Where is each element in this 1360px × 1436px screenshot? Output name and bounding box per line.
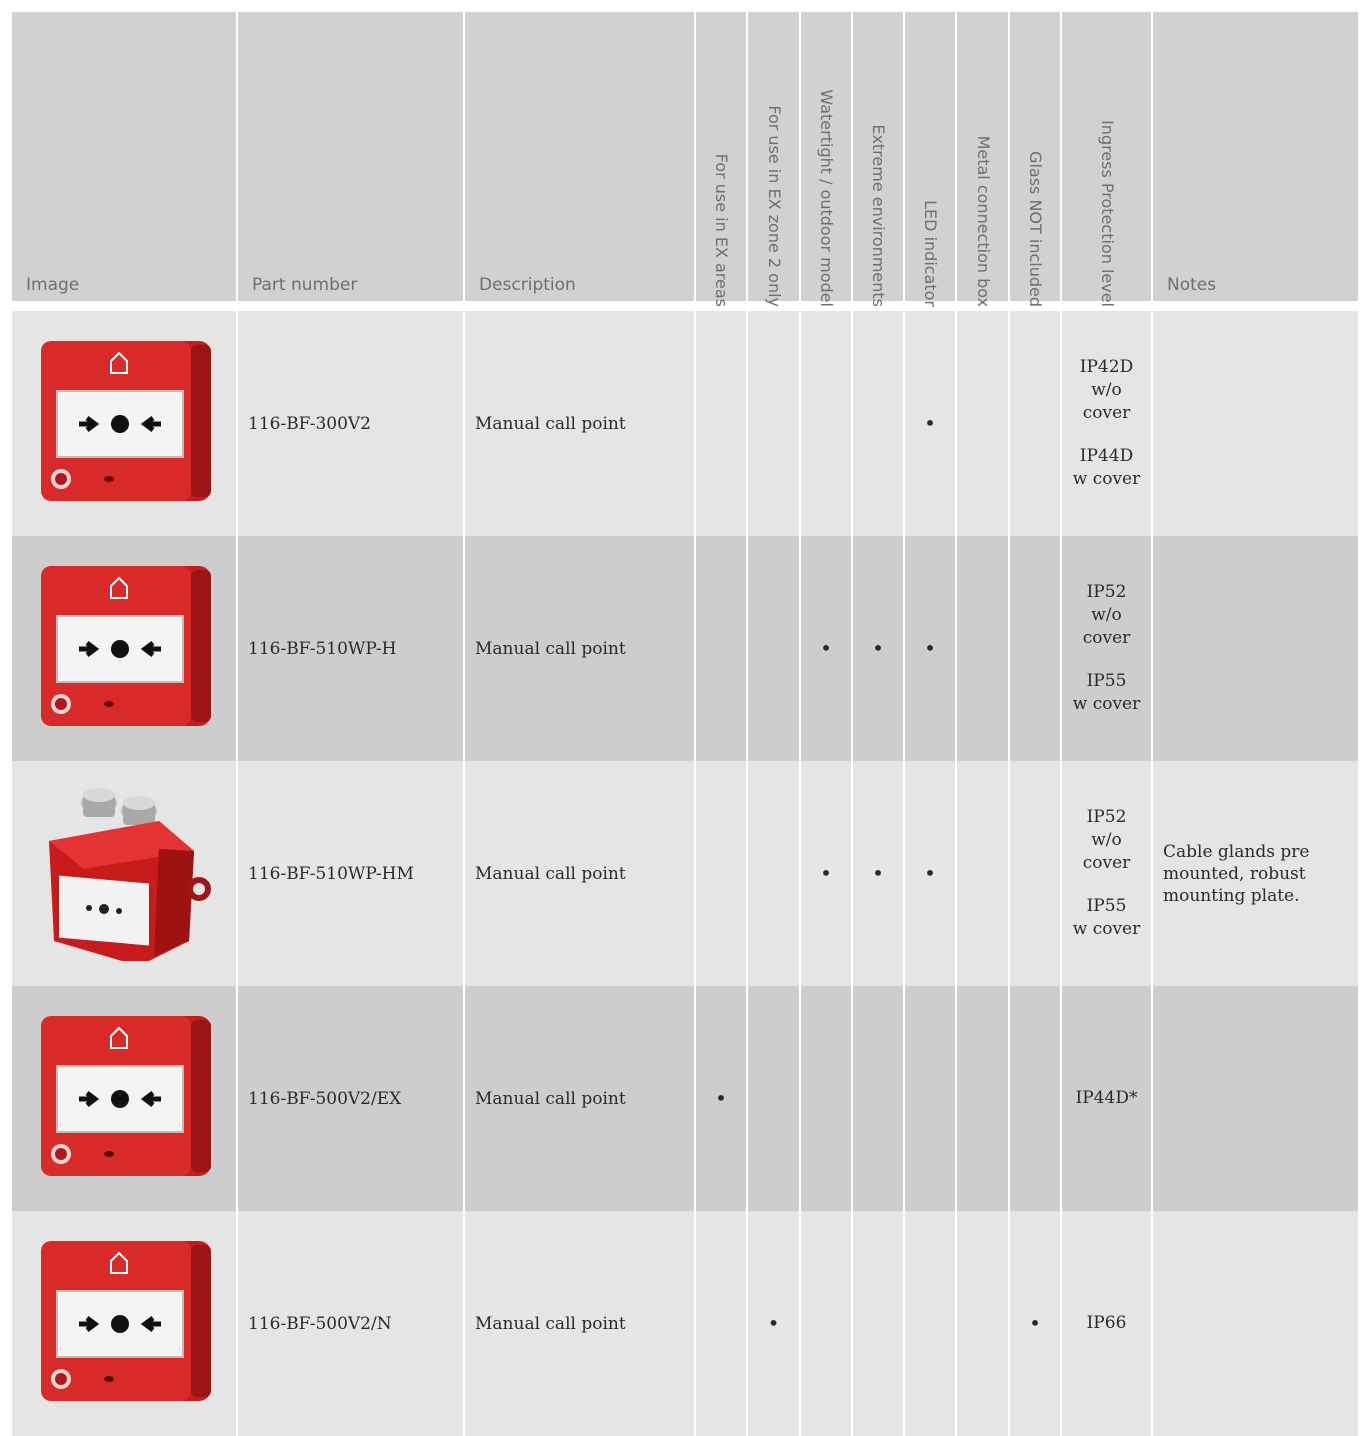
table-row xyxy=(12,986,1358,1211)
call-point-icon xyxy=(29,556,219,736)
flag-metal-box xyxy=(956,986,1009,1211)
description: Manual call point xyxy=(464,761,695,986)
notes xyxy=(1152,536,1358,761)
flag-glass-not xyxy=(1009,311,1061,536)
header-part-number-label: Part number xyxy=(252,275,358,295)
description: Manual call point xyxy=(464,536,695,761)
ip-line: IP66 xyxy=(1086,1313,1127,1333)
ip-primary xyxy=(1062,356,1151,425)
ip-primary xyxy=(1062,1312,1151,1335)
flag-led xyxy=(904,761,956,986)
header-ingress-label: Ingress Protection level xyxy=(1097,120,1117,307)
flag-ex-areas xyxy=(695,761,747,986)
flag-metal-box xyxy=(956,1211,1009,1436)
flag-glass-not xyxy=(1009,1211,1061,1436)
description: Manual call point xyxy=(464,1211,695,1436)
flag-led xyxy=(904,311,956,536)
ip-line: w/o xyxy=(1091,605,1122,625)
header-row xyxy=(12,12,1358,301)
gap-cell xyxy=(12,301,1358,311)
ingress-protection xyxy=(1061,1211,1152,1436)
bullet-mark: • xyxy=(767,1310,780,1335)
ip-line: IP44D xyxy=(1079,446,1134,466)
ip-line: w cover xyxy=(1072,469,1141,489)
call-point-icon xyxy=(29,781,219,961)
bullet-mark: • xyxy=(924,635,936,660)
ingress-protection xyxy=(1061,761,1152,986)
flag-extreme xyxy=(852,986,904,1211)
part-number: 116-BF-510WP-H xyxy=(237,536,464,761)
flag-ex-zone2 xyxy=(747,986,800,1211)
ip-primary xyxy=(1062,581,1151,650)
product-image xyxy=(12,761,237,986)
header-led xyxy=(904,12,956,307)
ip-line: w cover xyxy=(1072,694,1141,714)
header-ex-zone2 xyxy=(747,12,800,307)
table-row xyxy=(12,311,1358,536)
bullet-mark: • xyxy=(872,860,884,885)
flag-ex-zone2 xyxy=(747,311,800,536)
header-watertight xyxy=(800,12,852,307)
flag-extreme xyxy=(852,761,904,986)
ingress-protection xyxy=(1061,986,1152,1211)
table-row xyxy=(12,536,1358,761)
header-extreme xyxy=(852,12,904,307)
flag-ex-zone2 xyxy=(747,1211,800,1436)
notes xyxy=(1152,986,1358,1211)
product-image xyxy=(12,536,237,761)
ip-line: cover xyxy=(1082,628,1131,648)
bullet-mark: • xyxy=(924,860,936,885)
ip-line: cover xyxy=(1082,403,1131,423)
header-notes xyxy=(1152,12,1358,301)
ip-line: IP52 xyxy=(1086,807,1127,827)
flag-ex-zone2 xyxy=(747,536,800,761)
flag-led xyxy=(904,1211,956,1436)
ip-line: IP44D* xyxy=(1075,1088,1138,1108)
product-rows xyxy=(12,301,1358,1436)
header-ex-areas xyxy=(695,12,747,307)
table-row xyxy=(12,761,1358,986)
flag-metal-box xyxy=(956,761,1009,986)
notes xyxy=(1152,1211,1358,1436)
flag-watertight xyxy=(800,761,852,986)
header-description-label: Description xyxy=(479,275,576,295)
ip-line: IP55 xyxy=(1086,671,1127,691)
flag-glass-not xyxy=(1009,761,1061,986)
product-table xyxy=(12,12,1358,1436)
header-ingress xyxy=(1061,12,1152,307)
header-glass-not-label: Glass NOT included xyxy=(1026,151,1045,307)
flag-watertight xyxy=(800,1211,852,1436)
bullet-mark: • xyxy=(820,635,832,660)
flag-led xyxy=(904,536,956,761)
header-watertight-label: Watertight / outdoor model xyxy=(817,89,836,307)
table-row xyxy=(12,1211,1358,1436)
ip-secondary xyxy=(1062,445,1151,491)
bullet-mark: • xyxy=(924,410,936,435)
ip-line: IP55 xyxy=(1086,896,1127,916)
flag-extreme xyxy=(852,311,904,536)
description: Manual call point xyxy=(464,986,695,1211)
header-metal-box xyxy=(956,12,1009,307)
ip-line: w cover xyxy=(1072,919,1141,939)
header-notes-label: Notes xyxy=(1167,275,1217,295)
ip-secondary xyxy=(1062,895,1151,941)
description: Manual call point xyxy=(464,311,695,536)
flag-extreme xyxy=(852,1211,904,1436)
product-image xyxy=(12,1211,237,1436)
bullet-mark: • xyxy=(872,635,884,660)
flag-watertight xyxy=(800,311,852,536)
part-number: 116-BF-510WP-HM xyxy=(237,761,464,986)
header-gap xyxy=(12,301,1358,311)
ip-line: IP42D xyxy=(1079,357,1134,377)
ip-primary xyxy=(1062,1087,1151,1110)
bullet-mark: • xyxy=(715,1085,727,1110)
header-extreme-label: Extreme environments xyxy=(869,124,888,307)
call-point-icon xyxy=(29,1006,219,1186)
flag-ex-zone2 xyxy=(747,761,800,986)
flag-ex-areas xyxy=(695,1211,747,1436)
ip-line: w/o xyxy=(1091,380,1122,400)
bullet-mark: • xyxy=(1029,1310,1041,1335)
header-image-label: Image xyxy=(26,275,80,295)
notes: Cable glands pre mounted, robust mounting plate. xyxy=(1152,761,1358,986)
flag-watertight xyxy=(800,536,852,761)
header-metal-box-label: Metal connection box xyxy=(973,135,993,307)
header-part-number xyxy=(237,12,464,301)
flag-ex-areas xyxy=(695,986,747,1211)
header-image xyxy=(12,12,237,301)
flag-metal-box xyxy=(956,311,1009,536)
flag-glass-not xyxy=(1009,536,1061,761)
header-ex-zone2-label: For use in EX zone 2 only xyxy=(764,105,784,307)
call-point-icon xyxy=(29,331,219,511)
ip-line: cover xyxy=(1082,853,1131,873)
flag-extreme xyxy=(852,536,904,761)
flag-glass-not xyxy=(1009,986,1061,1211)
part-number: 116-BF-500V2/EX xyxy=(237,986,464,1211)
header-description xyxy=(464,12,695,301)
ingress-protection xyxy=(1061,311,1152,536)
ip-secondary xyxy=(1062,670,1151,716)
header-glass-not xyxy=(1009,12,1061,307)
product-image xyxy=(12,311,237,536)
flag-ex-areas xyxy=(695,536,747,761)
flag-ex-areas xyxy=(695,311,747,536)
bullet-mark: • xyxy=(820,860,832,885)
product-table-wrapper xyxy=(12,12,1358,1436)
flag-led xyxy=(904,986,956,1211)
part-number: 116-BF-300V2 xyxy=(237,311,464,536)
ingress-protection xyxy=(1061,536,1152,761)
ip-line: w/o xyxy=(1091,830,1122,850)
flag-watertight xyxy=(800,986,852,1211)
header-led-label: LED indicator xyxy=(921,200,940,307)
ip-primary xyxy=(1062,806,1151,875)
notes xyxy=(1152,311,1358,536)
product-image xyxy=(12,986,237,1211)
header-ex-areas-label: For use in EX areas xyxy=(712,153,731,307)
call-point-icon xyxy=(29,1231,219,1411)
flag-metal-box xyxy=(956,536,1009,761)
ip-line: IP52 xyxy=(1086,582,1127,602)
part-number: 116-BF-500V2/N xyxy=(237,1211,464,1436)
